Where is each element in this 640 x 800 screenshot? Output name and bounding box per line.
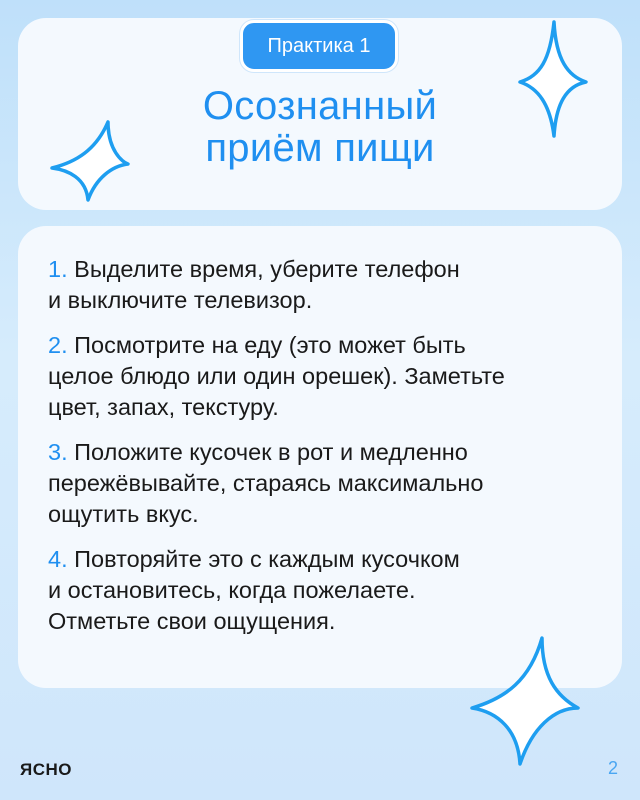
- step-number: 3.: [48, 439, 68, 465]
- step-text: Выделите время, уберите телефон: [74, 256, 460, 282]
- step-item: [48, 330, 608, 423]
- step-line: Отметьте свои ощущения.: [48, 608, 336, 634]
- step-text: Положите кусочек в рот и медленно: [74, 439, 468, 465]
- step-number: 2.: [48, 332, 68, 358]
- page-number: 2: [607, 758, 618, 778]
- step-line: [48, 330, 608, 361]
- steps-list: [48, 254, 608, 651]
- step-line: и остановитесь, когда пожелаете.: [48, 577, 416, 603]
- step-item: [48, 437, 608, 530]
- step-line: [48, 544, 608, 575]
- step-item: [48, 254, 608, 316]
- step-line: цвет, запах, текстуру.: [48, 394, 279, 420]
- step-text: Повторяйте это с каждым кусочком: [74, 546, 460, 572]
- step-text: Посмотрите на еду (это может быть: [74, 332, 466, 358]
- step-line: и выключите телевизор.: [48, 287, 313, 313]
- brand-logo: ЯСНО: [20, 760, 72, 779]
- step-number: 1.: [48, 256, 68, 282]
- practice-badge: Практика 1: [240, 20, 398, 72]
- step-line: целое блюдо или один орешек). Заметьте: [48, 363, 505, 389]
- step-line: пережёвывайте, стараясь максимально: [48, 470, 484, 496]
- sparkle-star-icon: [50, 120, 130, 202]
- step-line: [48, 254, 608, 285]
- title-line-1: Осознанный: [202, 84, 438, 128]
- step-item: [48, 544, 608, 637]
- step-line: [48, 437, 608, 468]
- sparkle-star-icon: [518, 20, 588, 138]
- sparkle-star-icon: [470, 636, 580, 766]
- step-line: ощутить вкус.: [48, 501, 199, 527]
- step-number: 4.: [48, 546, 68, 572]
- title-line-2: приём пищи: [205, 126, 435, 170]
